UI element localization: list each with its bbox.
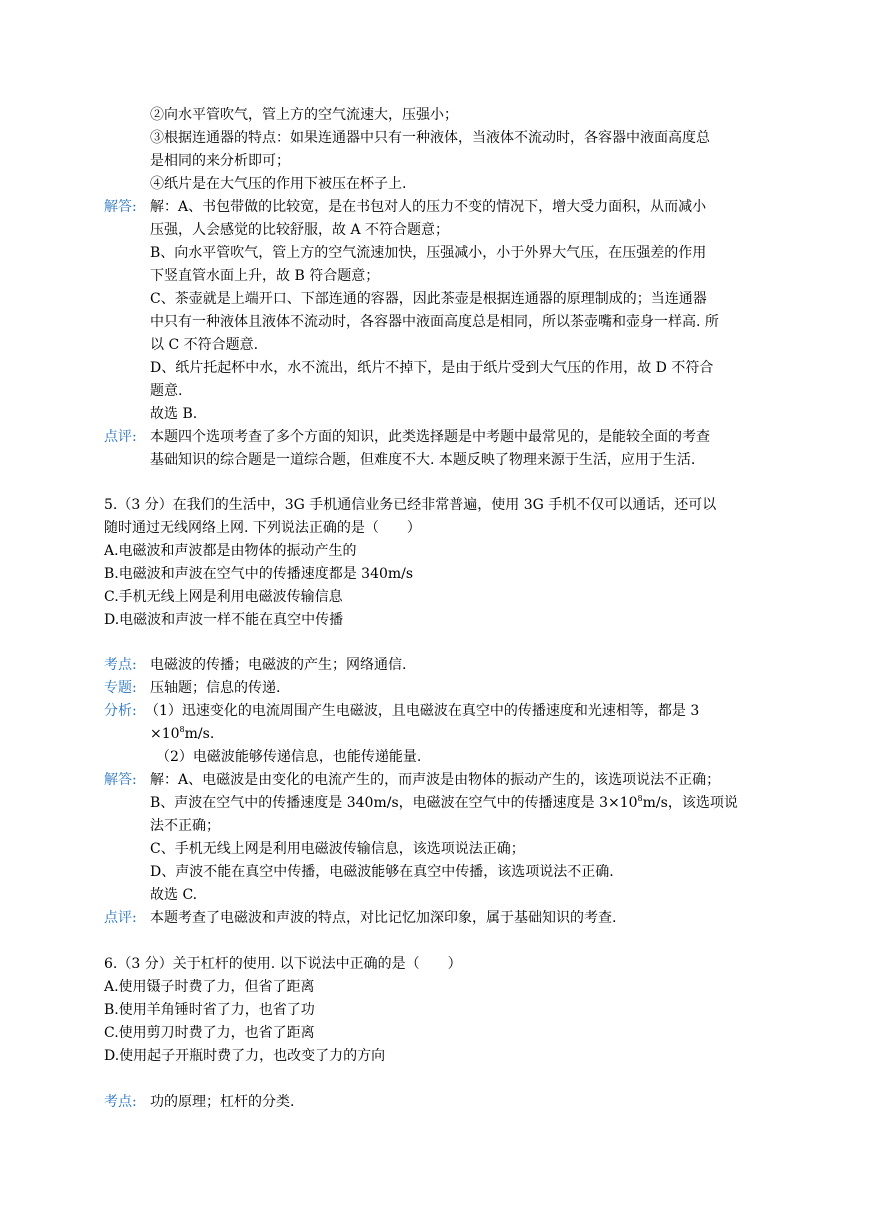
q6-point-label: 考点: <box>104 1094 137 1110</box>
q4-answer-line: D、纸片托起杯中水，水不流出，纸片不掉下，是由于纸片受到大气压的作用，故 D 不符合 <box>150 360 714 376</box>
q5-answer-label: 解答: <box>104 772 137 788</box>
q4-answer-line: 以 C 不符合题意. <box>150 337 259 353</box>
q4-analysis-line: ④纸片是在大气压的作用下被压在杯子上. <box>150 176 407 192</box>
q4-comment-label: 点评: <box>104 429 137 445</box>
q5-analysis-text: ×10 <box>150 726 180 742</box>
q5-analysis-text: m/s. <box>184 726 215 742</box>
q5-analysis-line <box>150 723 214 745</box>
q4-answer-line: 解：A、书包带做的比较宽，是在书包对人的压力不变的情况下，增大受力面积，从而减小 <box>150 199 707 215</box>
q5-topic-text: 压轴题；信息的传递. <box>150 680 281 696</box>
q6-stem: 6.（3 分）关于杠杆的使用. 以下说法中正确的是（ ） <box>104 956 462 972</box>
q4-analysis-line: ②向水平管吹气，管上方的空气流速大，压强小； <box>150 107 458 123</box>
q5-comment-text: 本题考查了电磁波和声波的特点，对比记忆加深印象，属于基础知识的考查. <box>150 910 617 926</box>
q5-answer-line: 故选 C. <box>150 887 198 903</box>
q4-comment-line: 基础知识的综合题是一道综合题，但难度不大. 本题反映了物理来源于生活，应用于生活. <box>150 452 696 468</box>
q5-stem-line: 5.（3 分）在我们的生活中，3G 手机通信业务已经非常普遍，使用 3G 手机不仅可以通话，还可以 <box>104 497 717 513</box>
q5-option-d: D.电磁波和声波一样不能在真空中传播 <box>104 612 344 628</box>
q4-answer-label: 解答: <box>104 199 137 215</box>
q4-answer-line: 压强，人会感觉的比较舒服，故 A 不符合题意； <box>150 222 450 238</box>
q4-analysis-line: 是相同的来分析即可； <box>150 153 290 169</box>
q4-analysis-line: ③根据连通器的特点：如果连通器中只有一种液体，当液体不流动时，各容器中液面高度总 <box>150 130 710 146</box>
q5-exponent: 8 <box>637 794 643 803</box>
q5-answer-line: 法不正确； <box>150 818 220 834</box>
q4-answer-line: 故选 B. <box>150 406 198 422</box>
q5-topic-label: 专题: <box>104 680 137 696</box>
q5-comment-label: 点评: <box>104 910 137 926</box>
q5-point-text: 电磁波的传播；电磁波的产生；网络通信. <box>150 657 407 673</box>
q5-analysis-line: （1）迅速变化的电流周围产生电磁波，且电磁波在真空中的传播速度和光速相等，都是 3 <box>145 703 700 719</box>
q5-analysis-line: （2）电磁波能够传递信息，也能传递能量. <box>156 749 422 765</box>
q5-answer-line: 解：A、电磁波是由变化的电流产生的，而声波是由物体的振动产生的，该选项说法不正确； <box>150 772 721 788</box>
q5-answer-text: m/s，该选项说 <box>642 795 738 811</box>
q5-exponent: 8 <box>179 725 185 734</box>
q6-option-b: B.使用羊角锤时省了力，也省了功 <box>104 1002 315 1018</box>
q5-analysis-label: 分析: <box>104 703 137 719</box>
q6-option-d: D.使用起子开瓶时费了力，也改变了力的方向 <box>104 1048 386 1064</box>
q6-option-c: C.使用剪刀时费了力，也省了距离 <box>104 1025 315 1041</box>
q6-point-text: 功的原理；杠杆的分类. <box>150 1094 295 1110</box>
q4-answer-line: 题意. <box>150 383 183 399</box>
q5-option-b: B.电磁波和声波在空气中的传播速度都是 340m/s <box>104 566 414 582</box>
q5-answer-line <box>150 792 738 814</box>
q5-answer-text: B、声波在空气中的传播速度是 340m/s，电磁波在空气中的传播速度是 3×10 <box>150 795 638 811</box>
q5-option-c: C.手机无线上网是利用电磁波传输信息 <box>104 589 343 605</box>
q5-stem-line: 随时通过无线网络上网. 下列说法正确的是（ ） <box>104 520 421 536</box>
q4-answer-line: B、向水平管吹气，管上方的空气流速加快，压强减小，小于外界大气压，在压强差的作用 <box>150 245 707 261</box>
q5-point-label: 考点: <box>104 657 137 673</box>
q4-comment-line: 本题四个选项考查了多个方面的知识，此类选择题是中考题中最常见的，是能较全面的考查 <box>150 429 710 445</box>
q5-option-a: A.电磁波和声波都是由物体的振动产生的 <box>104 543 357 559</box>
q4-answer-line: C、茶壶就是上端开口、下部连通的容器，因此茶壶是根据连通器的原理制成的；当连通器 <box>150 291 707 307</box>
q4-answer-line: 中只有一种液体且液体不流动时，各容器中液面高度总是相同，所以茶壶嘴和壶身一样高. 所 <box>150 314 719 330</box>
q4-answer-line: 下竖直管水面上升，故 B 符合题意； <box>150 268 380 284</box>
q6-option-a: A.使用镊子时费了力，但省了距离 <box>104 979 315 995</box>
q5-answer-line: D、声波不能在真空中传播，电磁波能够在真空中传播，该选项说法不正确. <box>150 864 614 880</box>
q5-answer-line: C、手机无线上网是利用电磁波传输信息，该选项说法正确； <box>150 841 525 857</box>
